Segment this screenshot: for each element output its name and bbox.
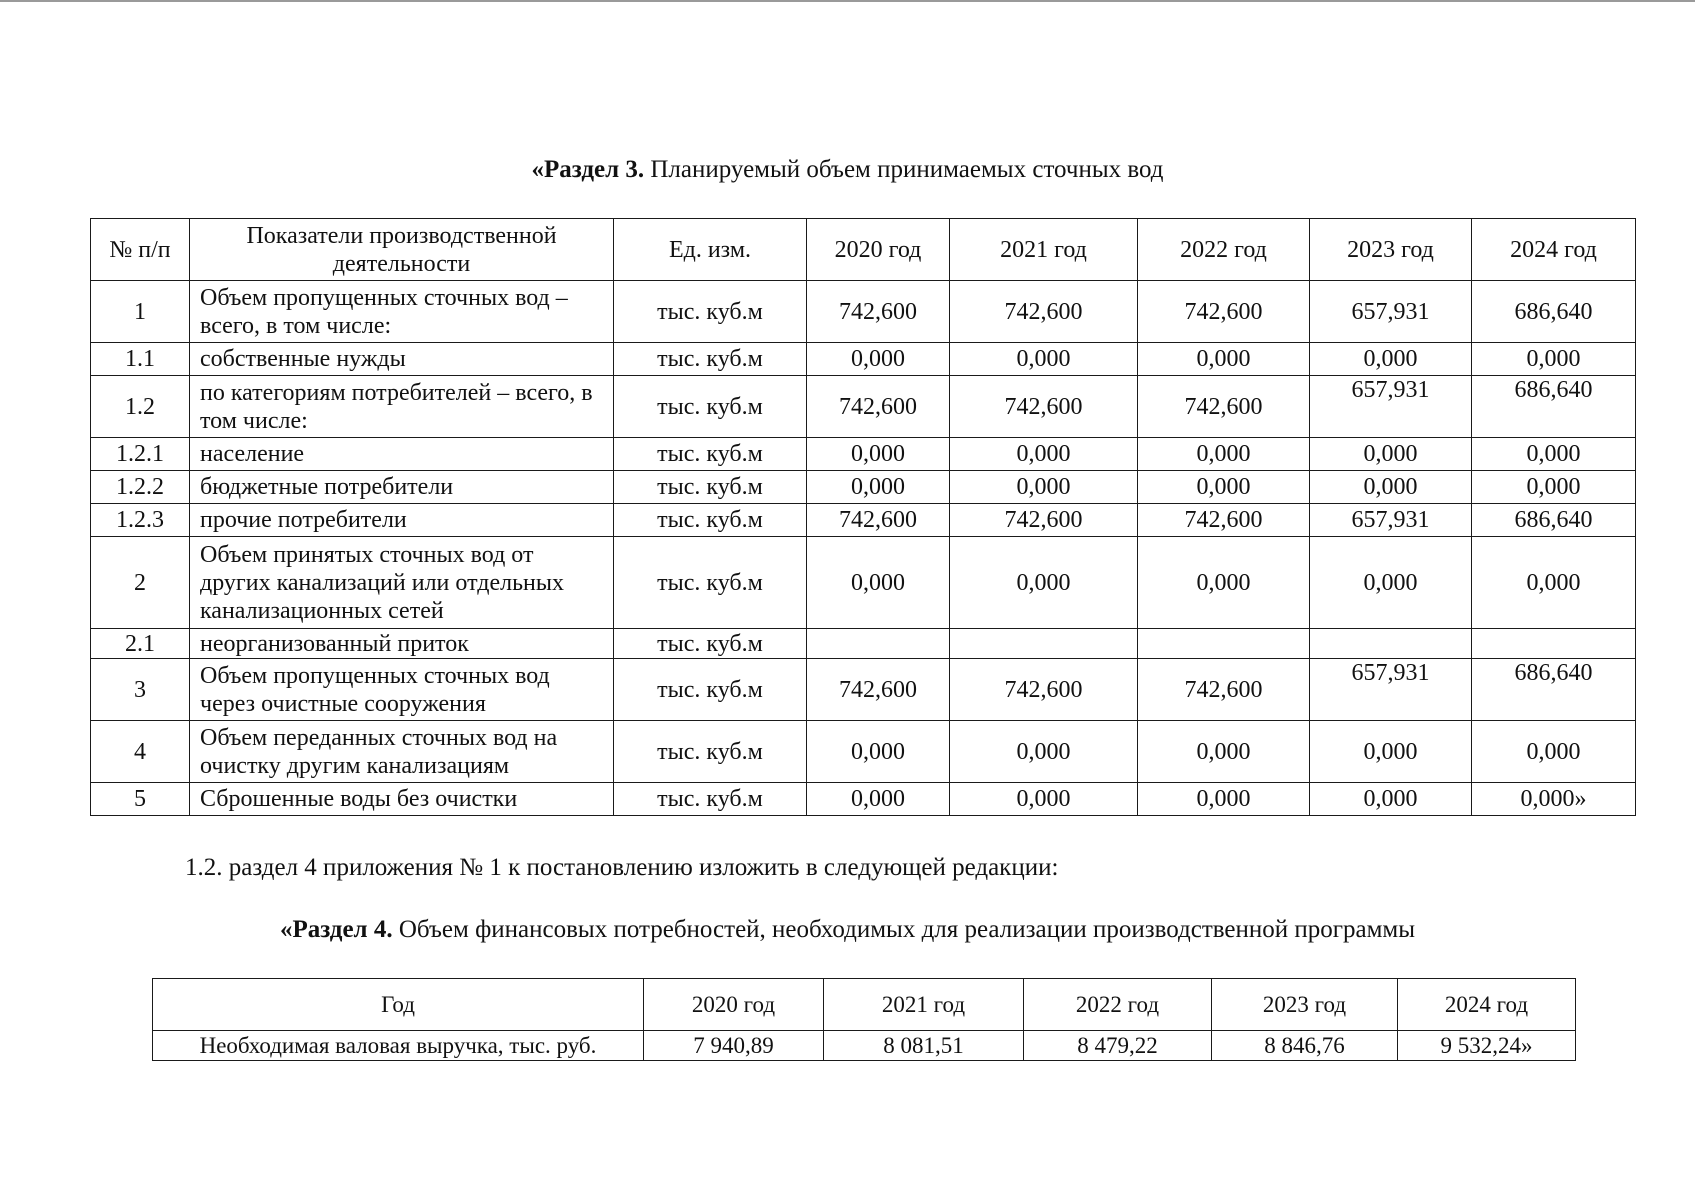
header-year-2024: 2024 год [1398,979,1576,1031]
header-num: № п/п [91,219,190,281]
table-row [91,471,1636,504]
value-2024: 0,000 [1472,343,1636,376]
row-indicator: Объем пропущенных сточных вод – всего, в том числе: [190,281,614,343]
row-indicator: Сброшенные воды без очистки [190,783,614,816]
row-unit: тыс. куб.м [614,537,807,629]
value-2022: 0,000 [1138,471,1310,504]
value-2023 [1310,629,1472,659]
table-row [91,629,1636,659]
value-2023: 657,931 [1310,376,1472,438]
value-2020: 0,000 [807,471,950,504]
table-row [91,659,1636,721]
value-2023: 0,000 [1310,537,1472,629]
header-unit: Ед. изм. [614,219,807,281]
section-3-title-text: Планируемый объем принимаемых сточных вод [644,156,1164,183]
row-unit: тыс. куб.м [614,783,807,816]
value-2021: 0,000 [950,343,1138,376]
value-2023: 657,931 [1310,504,1472,537]
value-2023: 0,000 [1310,721,1472,783]
value-2021: 742,600 [950,281,1138,343]
value-2021: 0,000 [950,537,1138,629]
table-row [91,438,1636,471]
row-num: 4 [91,721,190,783]
row-unit: тыс. куб.м [614,376,807,438]
value-2022: 742,600 [1138,659,1310,721]
row-indicator: Объем принятых сточных вод от других канализаций или отдельных канализационных сетей [190,537,614,629]
row-unit: тыс. куб.м [614,629,807,659]
row-num: 1.2 [91,376,190,438]
value-2021: 0,000 [950,783,1138,816]
header-year-2024: 2024 год [1472,219,1636,281]
value-2020: 0,000 [807,721,950,783]
value-2023: 0,000 [1310,471,1472,504]
row-indicator: Объем переданных сточных вод на очистку другим канализациям [190,721,614,783]
header-year-2022: 2022 год [1138,219,1310,281]
table-row [91,343,1636,376]
row-indicator: бюджетные потребители [190,471,614,504]
row-indicator: собственные нужды [190,343,614,376]
value-2024 [1472,629,1636,659]
value-2024: 686,640 [1472,376,1636,438]
table-header-row [91,219,1636,281]
row-num: 1 [91,281,190,343]
value-2022: 742,600 [1138,376,1310,438]
row-unit: тыс. куб.м [614,721,807,783]
table-row [91,537,1636,629]
value-2022: 742,600 [1138,504,1310,537]
value-2020: 0,000 [807,343,950,376]
header-year-2022: 2022 год [1024,979,1212,1031]
value-2023: 657,931 [1310,281,1472,343]
value-2024: 0,000» [1472,783,1636,816]
value-2024: 0,000 [1472,721,1636,783]
value-2024: 686,640 [1472,504,1636,537]
value-2024: 0,000 [1472,471,1636,504]
table-row [91,504,1636,537]
value-2022 [1138,629,1310,659]
row-num: 1.2.3 [91,504,190,537]
value-2022: 0,000 [1138,343,1310,376]
section-4-table [152,978,1576,1061]
header-year-2023: 2023 год [1310,219,1472,281]
value-2023: 0,000 [1310,438,1472,471]
row-indicator: неорганизованный приток [190,629,614,659]
section-4-title [0,915,1695,945]
section-3-title-bold: «Раздел 3. [531,156,645,183]
value-2021: 0,000 [950,471,1138,504]
value-2020: 0,000 [807,783,950,816]
value-2024: 686,640 [1472,281,1636,343]
revenue-2022: 8 479,22 [1024,1031,1212,1061]
row-num: 2 [91,537,190,629]
row-unit: тыс. куб.м [614,343,807,376]
table-row [91,783,1636,816]
value-2020: 0,000 [807,438,950,471]
section-3-title [0,155,1695,185]
revenue-2023: 8 846,76 [1212,1031,1398,1061]
header-year-2021: 2021 год [950,219,1138,281]
row-unit: тыс. куб.м [614,659,807,721]
header-year-2020: 2020 год [807,219,950,281]
row-unit: тыс. куб.м [614,504,807,537]
table-row [91,721,1636,783]
value-2024: 0,000 [1472,537,1636,629]
table-row [91,376,1636,438]
revenue-2021: 8 081,51 [824,1031,1024,1061]
revenue-2024: 9 532,24» [1398,1031,1576,1061]
value-2023: 657,931 [1310,659,1472,721]
value-2023: 0,000 [1310,343,1472,376]
table-row [153,1031,1576,1061]
value-2021: 742,600 [950,659,1138,721]
value-2020: 742,600 [807,281,950,343]
value-2024: 686,640 [1472,659,1636,721]
value-2021: 742,600 [950,376,1138,438]
value-2022: 742,600 [1138,281,1310,343]
value-2022: 0,000 [1138,783,1310,816]
page-top-edge [0,0,1695,2]
value-2022: 0,000 [1138,721,1310,783]
value-2022: 0,000 [1138,438,1310,471]
value-2021 [950,629,1138,659]
row-num: 1.2.1 [91,438,190,471]
section-4-title-text: Объем финансовых потребностей, необходимых для реализации производственной программы [392,916,1416,943]
header-year-2021: 2021 год [824,979,1024,1031]
row-num: 3 [91,659,190,721]
section-3-table [90,218,1636,816]
value-2023: 0,000 [1310,783,1472,816]
row-num: 5 [91,783,190,816]
row-indicator: население [190,438,614,471]
revenue-label: Необходимая валовая выручка, тыс. руб. [153,1031,644,1061]
table-header-row [153,979,1576,1031]
value-2021: 742,600 [950,504,1138,537]
value-2021: 0,000 [950,721,1138,783]
header-year-2020: 2020 год [644,979,824,1031]
header-indicator: Показатели производственной деятельности [190,219,614,281]
amendment-note: 1.2. раздел 4 приложения № 1 к постановлению изложить в следующей редакции: [185,854,1059,881]
row-unit: тыс. куб.м [614,438,807,471]
section-4-title-bold: «Раздел 4. [279,916,393,943]
row-indicator: по категориям потребителей – всего, в том числе: [190,376,614,438]
value-2024: 0,000 [1472,438,1636,471]
table-row [91,281,1636,343]
header-year-2023: 2023 год [1212,979,1398,1031]
header-year-label: Год [153,979,644,1031]
value-2020: 0,000 [807,537,950,629]
row-unit: тыс. куб.м [614,281,807,343]
row-num: 2.1 [91,629,190,659]
row-num: 1.2.2 [91,471,190,504]
value-2020: 742,600 [807,504,950,537]
value-2020: 742,600 [807,659,950,721]
row-unit: тыс. куб.м [614,471,807,504]
revenue-2020: 7 940,89 [644,1031,824,1061]
value-2020: 742,600 [807,376,950,438]
value-2022: 0,000 [1138,537,1310,629]
row-indicator: прочие потребители [190,504,614,537]
row-num: 1.1 [91,343,190,376]
value-2020 [807,629,950,659]
row-indicator: Объем пропущенных сточных вод через очистные сооружения [190,659,614,721]
value-2021: 0,000 [950,438,1138,471]
